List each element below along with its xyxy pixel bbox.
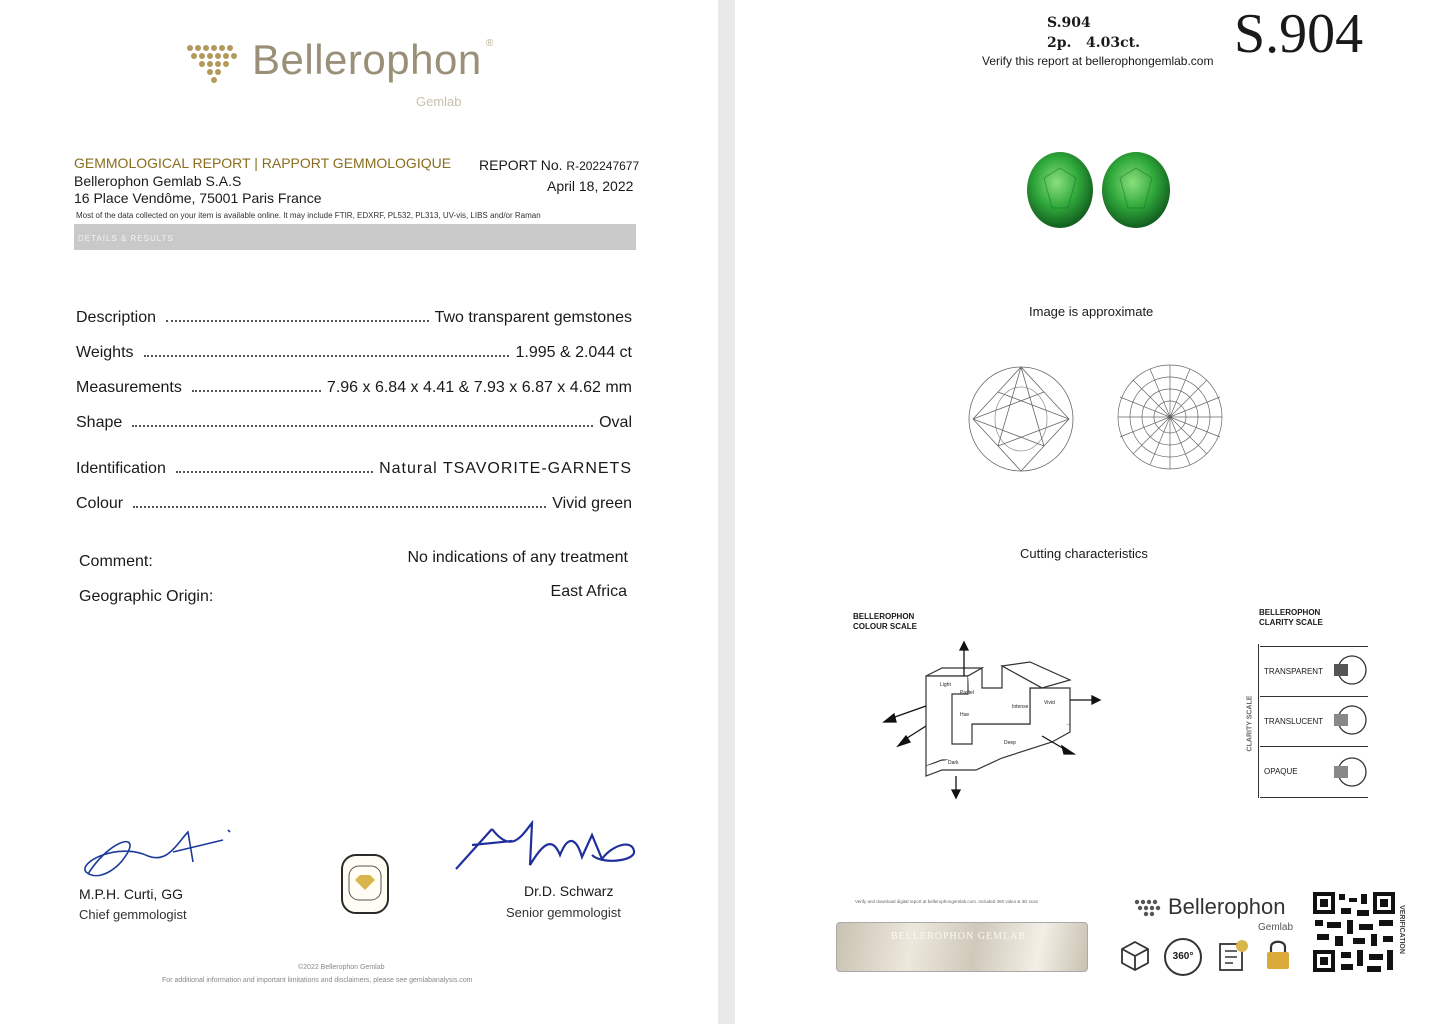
colour-scale-label-intense: Intense xyxy=(1012,704,1029,710)
field-label: Colour xyxy=(76,495,124,512)
section-bar-label: DETAILS & RESULTS xyxy=(78,234,174,243)
field-value: 7.96 x 6.84 x 4.41 & 7.93 x 6.87 x 4.62 mm xyxy=(326,379,632,396)
brand-logo xyxy=(184,34,514,114)
signer1-title: Chief gemmologist xyxy=(79,907,187,922)
leader-dots xyxy=(132,425,593,427)
footer-brand: Bellerophon xyxy=(1168,894,1286,919)
leader-dots xyxy=(166,320,429,322)
gemstone-2-icon xyxy=(1102,152,1170,228)
data-note: Most of the data collected on your item is available online. It may include FTIR, EDXRF, PL532, PL313, UV-vis, LIBS and/or Raman xyxy=(76,211,541,220)
qr-code-icon xyxy=(1311,890,1397,974)
brand-name: Bellerophon xyxy=(252,36,482,83)
field-label: Identification xyxy=(76,460,166,477)
colour-scale-label-pastel: Pastel xyxy=(960,690,974,696)
signer2-title: Senior gemmologist xyxy=(506,905,621,920)
footer-brand-sub: Gemlab xyxy=(1258,922,1294,933)
company-name: Bellerophon Gemlab S.A.S xyxy=(74,173,242,189)
section-bar xyxy=(74,224,636,250)
footer-logo-icon xyxy=(1132,896,1164,920)
footer-note: For additional information and important limitations and disclaimers, please see gemlabanalysis.com xyxy=(162,977,473,984)
colour-scale-diagram xyxy=(852,636,1142,806)
signer1-name: M.P.H. Curti, GG xyxy=(79,886,183,902)
gemstone-photos xyxy=(1024,148,1174,238)
copyright: ©2022 Bellerophon Gemlab xyxy=(298,964,385,971)
verification-label: VERIFICATION xyxy=(1397,905,1405,954)
report-number-value: R-202247677 xyxy=(566,159,640,173)
company-address: 16 Place Vendôme, 75001 Paris France xyxy=(74,190,322,206)
seal-stamp-icon xyxy=(339,852,391,916)
colour-scale-label-vivid: Vivid xyxy=(1044,700,1055,706)
field-value: Oval xyxy=(599,414,632,431)
clarity-level-label: OPAQUE xyxy=(1264,767,1298,776)
lock-icon xyxy=(1264,938,1292,972)
field-measurements xyxy=(76,373,632,397)
field-value: 1.995 & 2.044 ct xyxy=(515,344,632,361)
clarity-gem-icons xyxy=(1330,650,1370,800)
field-label: Weights xyxy=(76,344,134,361)
clarity-level-label: TRANSPARENT xyxy=(1264,667,1323,676)
hologram-text: BELLEROPHON GEMLAB xyxy=(891,931,1026,942)
field-colour xyxy=(76,489,632,513)
video-360-label: 360° xyxy=(1172,951,1194,962)
report-number xyxy=(479,157,639,173)
colour-scale-label-dark: Dark xyxy=(948,760,959,766)
stamp-code: S.904 xyxy=(1047,15,1091,31)
field-shape xyxy=(76,408,632,432)
clarity-scale-title: BELLEROPHON CLARITY SCALE xyxy=(1259,608,1323,627)
leader-dots xyxy=(144,355,510,357)
report-left-page xyxy=(0,0,718,1024)
video-360-icon xyxy=(1164,938,1202,976)
comment-value: No indications of any treatment xyxy=(407,549,628,566)
field-label: Description xyxy=(76,309,157,326)
clarity-frame xyxy=(1258,644,1259,798)
report-date: April 18, 2022 xyxy=(547,178,634,194)
clarity-axis-label: CLARITY SCALE xyxy=(1246,695,1254,752)
field-label: Shape xyxy=(76,414,123,431)
colour-scale-label-deep: Deep xyxy=(1004,740,1016,746)
field-weights xyxy=(76,338,632,362)
verify-note: Verify this report at bellerophongemlab.com xyxy=(982,54,1214,68)
field-description xyxy=(76,303,632,327)
registered-mark-icon: ® xyxy=(486,38,494,49)
diamond-logo-icon xyxy=(184,40,244,86)
hologram-sticker xyxy=(836,922,1088,972)
signer2-name: Dr.D. Schwarz xyxy=(524,883,614,899)
leader-dots xyxy=(176,471,373,473)
report-heading: GEMMOLOGICAL REPORT | RAPPORT GEMMOLOGIQUE xyxy=(74,155,452,171)
leader-dots xyxy=(133,506,546,508)
comment-label: Comment: xyxy=(79,553,153,570)
cutting-caption: Cutting characteristics xyxy=(1020,546,1148,561)
stamp-weight: 2p. 4.03ct. xyxy=(1047,35,1140,51)
colour-scale-label-hue: Hue xyxy=(960,712,970,718)
brand-sub: Gemlab xyxy=(416,94,462,109)
download-note: Verify and download digital report at bellerophongemlab.com. Included 360 video & 3D scan xyxy=(855,899,1039,904)
colour-scale-title: BELLEROPHON COLOUR SCALE xyxy=(853,612,917,631)
gemstone-1-icon xyxy=(1027,152,1093,228)
field-value: Vivid green xyxy=(552,495,632,512)
cut-diagrams xyxy=(968,362,1228,477)
clarity-level-label: TRANSLUCENT xyxy=(1264,717,1324,726)
pavilion-view-icon xyxy=(1118,365,1222,469)
field-value: Two transparent gemstones xyxy=(434,309,632,326)
cube-3d-icon xyxy=(1117,938,1153,974)
signature-schwarz xyxy=(452,815,642,875)
signature-curti xyxy=(78,812,238,882)
image-caption: Image is approximate xyxy=(1029,304,1154,319)
field-label: Measurements xyxy=(76,379,182,396)
report-number-label: REPORT No. xyxy=(479,157,563,173)
document-icon xyxy=(1216,938,1250,974)
origin-value: East Africa xyxy=(550,583,627,600)
big-code: S.904 xyxy=(1234,3,1364,65)
field-identification xyxy=(76,454,632,478)
origin-label: Geographic Origin: xyxy=(79,588,214,605)
field-value: Natural TSAVORITE-GARNETS xyxy=(379,460,632,477)
leader-dots xyxy=(192,390,321,392)
colour-scale-label-light: Light xyxy=(940,682,951,688)
crown-view-icon xyxy=(969,367,1073,471)
